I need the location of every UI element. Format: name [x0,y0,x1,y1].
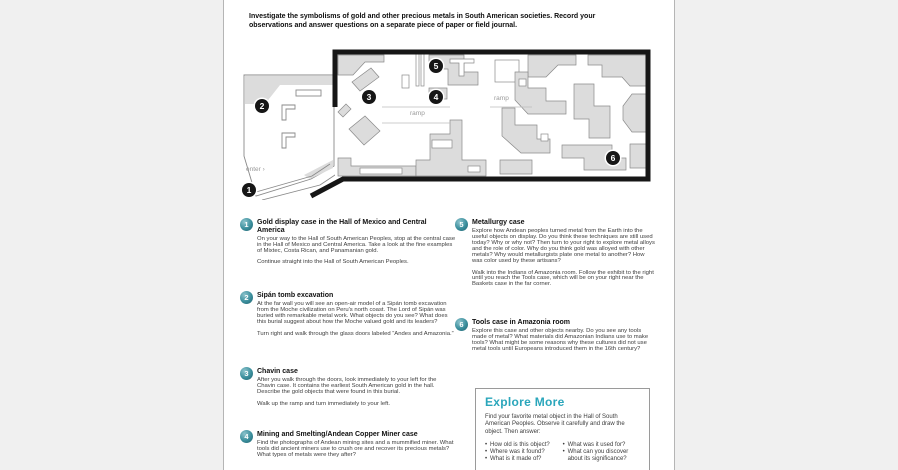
stop-paragraph: Explore this case and other objects nearby. Do you see any tools made of metal? What materials did Amazonian Indians use to make tools? What might be some reasons why these cultures did not use metal tools until Europeans introduced them in the 16th century? [472,328,649,352]
stop-number-badge: 5 [455,218,468,231]
stop-title: Gold display case in the Hall of Mexico and Central America [257,219,427,234]
map-marker-2: 2 [255,99,269,113]
bullet-item: • What is it made of? [485,456,559,463]
stop-paragraph: After you walk through the doors, look immediately to your left for the Chavin case. It contains the earliest South American gold in the hall. Describe the gold objects that were found in this burial. [257,377,437,395]
enter-label: enter › [246,166,265,173]
floor-plan-map [232,48,652,200]
stop-paragraph: Walk into the Indians of Amazonia room. Follow the exhibit to the right until you reach the Tools case, which will be on your right near the Baskets case in the far corner. [472,269,654,288]
stop-paragraph: Explore how Andean peoples turned metal from the Earth into the useful objects on display. Do you think these techniques are still used today? Why or why not? Then turn to your right to explore metal alloys and the role of color. Why do you think gold was alloyed with other metals? Why would metallurgists plate one metal to another? How was color used by these artisans? [472,228,655,264]
explore-more-title: Explore More [485,395,565,409]
stop-title: Chavin case [257,368,298,375]
bullet-item: • How old is this object? [485,442,559,449]
stop-body [257,292,456,338]
bullet-column-right [563,442,640,464]
stop-paragraph: Find the photographs of Andean mining sites and a mummified miner. What tools did ancient miners use to crush ore and recover its precious metals? What types of metals were they after? [257,440,454,458]
bullet-item: • Where was it found? [485,449,559,456]
stop-number-badge: 3 [240,367,253,380]
bullet-item: • What can you discover about its significance? [563,449,640,463]
stop-item-1 [240,219,456,266]
stop-title: Metallurgy case [472,219,525,226]
stop-paragraph: Continue straight into the Hall of South American Peoples. [257,259,409,266]
left-room [244,75,338,200]
stop-body [472,219,655,288]
stop-paragraph: At the far wall you will see an open-air model of a Sipán tomb excavation from the Moche civilization on Peru's north coast. The Lord of Sipán was buried with remarkable metal work. What objects do you see? What does this burial suggest about how the Moche valued gold and its leaders? [257,301,448,325]
stop-paragraph: Turn right and walk through the glass doors labeled “Andes and Amazonia.” [257,330,454,337]
explore-more-intro: Find your favorite metal object in the Hall of South American Peoples. Observe it carefully and draw the object. Then answer: [485,414,625,435]
floor-plan-svg [232,48,652,200]
map-marker-6: 6 [606,151,620,165]
explore-more-box [475,388,650,470]
stop-body [257,368,456,408]
stop-title: Tools case in Amazonia room [472,319,571,326]
stop-item-5 [455,219,655,288]
explore-more-bullets [485,442,640,464]
bullet-column-left [485,442,559,464]
stop-item-6 [455,319,655,353]
intro-text: Investigate the symbolisms of gold and other precious metals in South American societies. Record your observations and answer questions on a separate piece of paper or field journal. [249,13,596,29]
stop-number-badge: 4 [240,430,253,443]
ramp-label-1: ramp [410,110,425,117]
stop-number-badge: 6 [455,318,468,331]
stop-body [257,431,456,459]
stop-item-3 [240,368,456,408]
stop-number-badge: 1 [240,218,253,231]
stop-item-4 [240,431,456,459]
ramp-label-2: ramp [494,95,509,102]
map-marker-5: 5 [429,59,443,73]
stop-item-2 [240,292,456,338]
stop-body [257,219,456,266]
stop-paragraph: On your way to the Hall of South American Peoples, stop at the central case in the Hall of Mexico and Central America. Take a look at the fine examples of Mixtec, Costa Rican, and Panamanian gold. [257,235,456,254]
stop-title: Mining and Smelting/Andean Copper Miner case [257,431,418,438]
stop-title: Sipán tomb excavation [257,292,334,299]
map-marker-4: 4 [429,90,443,104]
stop-number-badge: 2 [240,291,253,304]
bullet-item: • What was it used for? [563,442,640,449]
stop-paragraph: Walk up the ramp and turn immediately to your left. [257,400,391,407]
map-marker-1: 1 [242,183,256,197]
worksheet-page [223,0,675,470]
stop-body [472,319,655,353]
map-marker-3: 3 [362,90,376,104]
